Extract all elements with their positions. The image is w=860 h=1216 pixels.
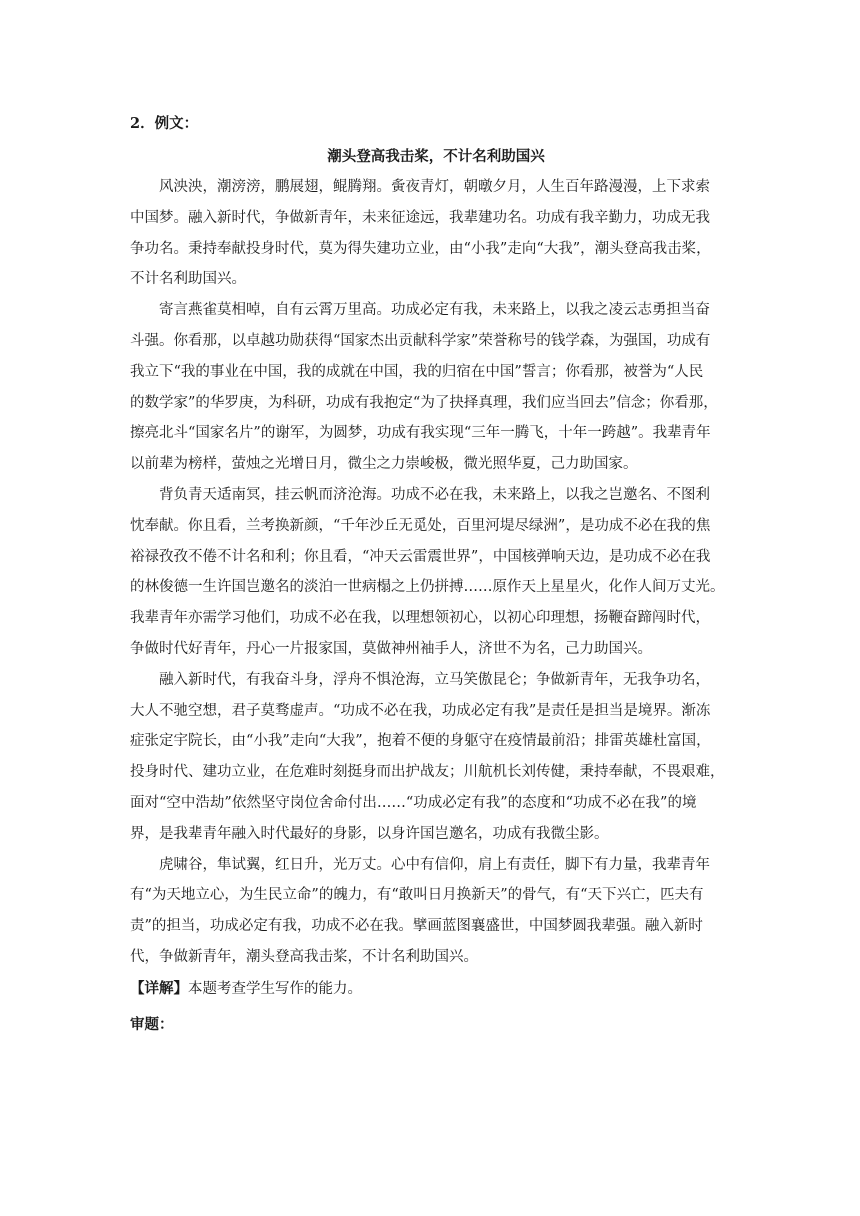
text-line: 斗强。你看那，以卓越功勋获得“国家杰出贡献科学家”荣誉称号的钱学森，为强国，功成有 (130, 332, 711, 349)
text-line: 我立下“我的事业在中国，我的成就在中国，我的归宿在中国”誓言；你看那，被誉为“人民 (130, 363, 704, 380)
text-line: 的数学家”的华罗庚，为科研，功成有我抱定“为了抉择真理，我们应当回去”信念；你看那， (130, 394, 718, 411)
text-line: 争功名。秉持奉献投身时代，莫为得失建功立业，由“小我”走向“大我”，潮头登高我击桨， (130, 240, 711, 257)
explanation-label: 【详解】 (130, 979, 188, 997)
paragraph-2 (130, 295, 742, 480)
paragraph-3 (130, 480, 742, 665)
text-line: 大人不驰空想，君子莫骛虚声。“功成不必在我，功成必定有我”是责任是担当是境界。渐冻 (130, 702, 711, 719)
essay-title: 潮头登高我击桨，不计名利助国兴 (327, 148, 545, 165)
text-line: 擦亮北斗“国家名片”的谢军，为圆梦，功成有我实现“三年一腾飞，十年一跨越”。我辈青年 (130, 425, 711, 442)
text-line: 背负青天适南冥，挂云帆而济沧海。功成不必在我，未来路上，以我之岂邀名、不图利 (159, 486, 710, 503)
text-line: 中国梦。融入新时代，争做新青年，未来征途远，我辈建功名。功成有我辛勤力，功成无我 (130, 209, 710, 226)
text-line: 的林俊德一生许国岂邀名的淡泊一世病榻之上仍拼搏……原作天上星星火，化作人间万丈光。 (130, 579, 725, 596)
text-line: 有“为天地立心，为生民立命”的魄力，有“敢叫日月换新天”的骨气，有“天下兴亡，匹夫有 (130, 887, 704, 904)
document-body (130, 110, 742, 1040)
paragraph-1 (130, 172, 742, 295)
paragraph-5 (130, 850, 742, 973)
text-line: 症张定宇院长，由“小我”走向“大我”，抱着不便的身躯守在疫情最前沿；排雷英雄杜富国， (130, 733, 711, 750)
shenti-heading: 审题： (130, 1015, 174, 1033)
question-heading: 2．例文： (130, 115, 199, 132)
paragraph-4 (130, 665, 742, 850)
text-line: 面对“空中浩劫”依然坚守岗位舍命付出……“功成必定有我”的态度和“功成不必在我”的境 (130, 794, 697, 811)
text-line: 寄言燕雀莫相啅，自有云霄万里高。功成必定有我，未来路上，以我之凌云志勇担当奋 (159, 302, 710, 319)
explanation-text: 本题考查学生写作的能力。 (188, 980, 362, 997)
text-line: 界，是我辈青年融入时代最好的身影，以身许国岂邀名，功成有我微尘影。 (130, 825, 609, 842)
text-line: 不计名利助国兴。 (130, 271, 246, 288)
text-line: 投身时代、建功立业，在危难时刻挺身而出护战友；川航机长刘传健，秉持奉献，不畏艰难， (130, 764, 725, 781)
explanation-line (130, 973, 742, 1005)
text-line: 融入新时代，有我奋斗身，浮舟不惧沧海，立马笑傲昆仑；争做新青年，无我争功名， (159, 671, 710, 688)
text-line: 虎啸谷，隼试翼，红日升，光万丈。心中有信仰，肩上有责任，脚下有力量，我辈青年 (159, 856, 710, 873)
text-line: 风泱泱，潮滂滂，鹏展翅，鲲腾翔。夤夜青灯，朝暾夕月，人生百年路漫漫，上下求索 (159, 179, 710, 195)
text-line: 忱奉献。你且看，兰考换新颜，“千年沙丘无觅处，百里河堤尽绿洲”，是功成不必在我的焦 (130, 517, 711, 534)
text-line: 以前辈为榜样，萤烛之光增日月，微尘之力崇峻极，微光照华夏，己力助国家。 (130, 456, 638, 473)
text-line: 责”的担当，功成必定有我，功成不必在我。擘画蓝图襄盛世，中国梦圆我辈强。融入新时 (130, 918, 703, 935)
text-line: 代，争做新青年，潮头登高我击桨，不计名利助国兴。 (130, 948, 478, 965)
text-line: 我辈青年亦需学习他们，功成不必在我，以理想领初心，以初心印理想，扬鞭奋蹄闯时代， (130, 610, 710, 627)
text-line: 裕禄孜孜不倦不计名和利；你且看，“冲天云雷震世界”，中国核弹响天边，是功成不必在我 (130, 548, 711, 565)
text-line: 争做时代好青年，丹心一片报家国，莫做神州袖手人，济世不为名，己力助国兴。 (130, 640, 652, 657)
